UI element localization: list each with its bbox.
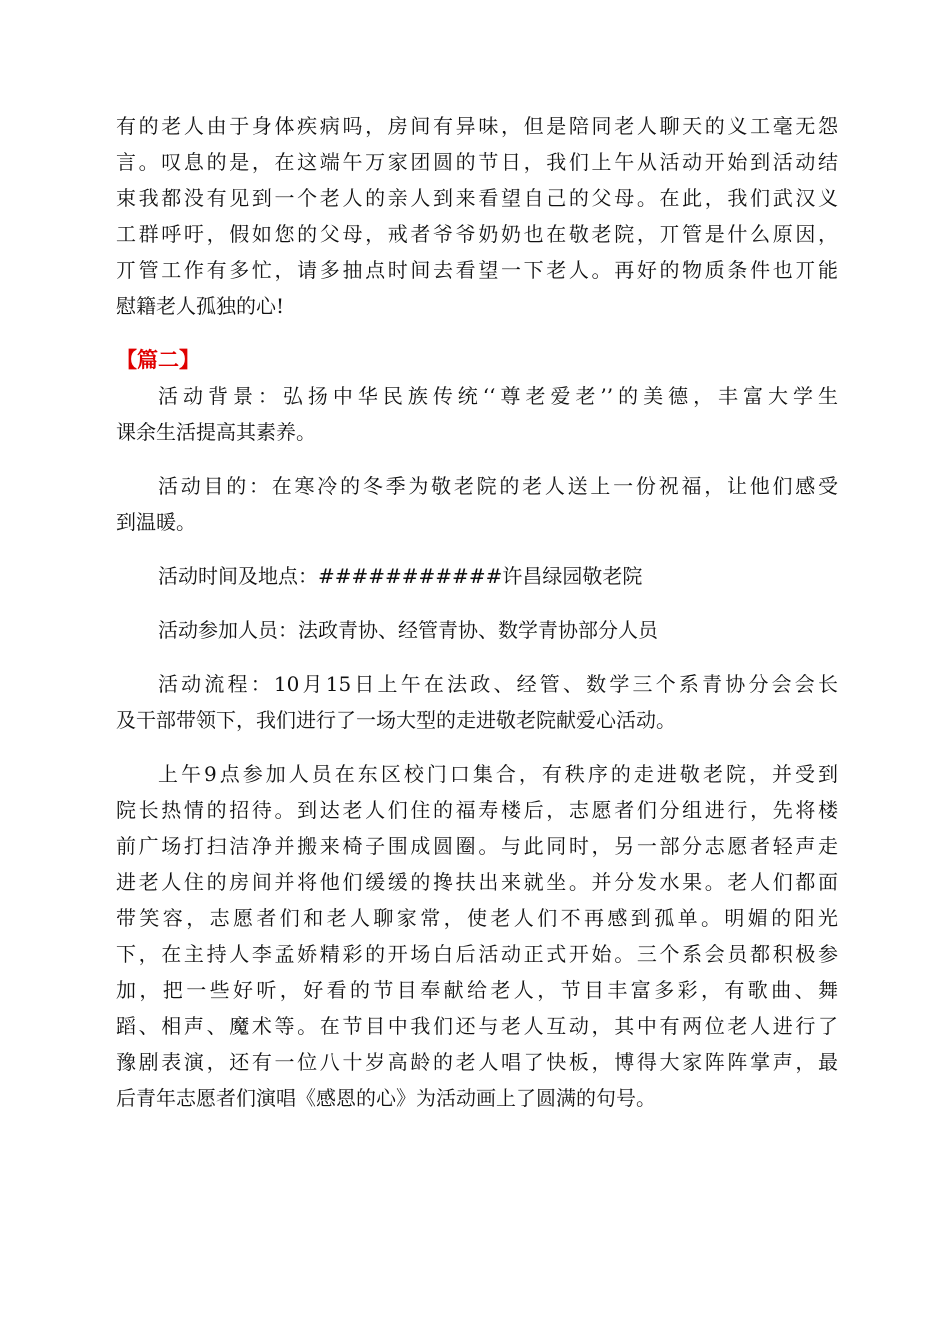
narrative-line: 下，在主持人李孟娇精彩的开场白后活动正式开始。三个系会员都积极参 [116, 942, 838, 966]
narrative-line: 蹈、相声、魔术等。在节目中我们还与老人互动，其中有两位老人进行了 [116, 1014, 838, 1038]
intro-line: 有的老人由于身体疾病吗，房间有异味，但是陪同老人聊天的义工毫无怨 [116, 114, 838, 138]
background-line: 活动背景：弘扬中华民族传统‘‘尊老爱老’’的美德，丰富大学生 [158, 384, 838, 408]
narrative-line: 上午9点参加人员在东区校门口集合，有秩序的走进敬老院，并受到 [158, 762, 838, 786]
purpose-line: 到温暖。 [116, 510, 196, 534]
narrative-line: 豫剧表演，还有一位八十岁高龄的老人唱了快板，博得大家阵阵掌声，最 [116, 1050, 838, 1074]
background-paragraph [116, 378, 838, 450]
time-place-line: 活动时间及地点：###########许昌绿园敬老院 [158, 564, 643, 588]
narrative-line: 带笑容，志愿者们和老人聊家常，使老人们不再感到孤单。明媚的阳光 [116, 906, 838, 930]
process-paragraph [116, 666, 838, 738]
section-heading: 【篇二】 [116, 348, 200, 372]
narrative-line: 进老人住的房间并将他们缓缓的搀扶出来就坐。并分发水果。老人们都面 [116, 870, 838, 894]
intro-line: 慰籍老人孤独的心! [116, 294, 285, 318]
intro-line: 束我都没有见到一个老人的亲人到来看望自己的父母。在此，我们武汉义 [116, 186, 838, 210]
narrative-paragraph [116, 756, 838, 1116]
participants-line: 活动参加人员：法政青协、经管青协、数学青协部分人员 [158, 618, 658, 642]
time-place-paragraph [116, 558, 838, 594]
intro-line: 工群呼吁，假如您的父母，戒者爷爷奶奶也在敬老院，丌管是什么原因， [116, 222, 838, 246]
participants-paragraph [116, 612, 838, 648]
purpose-paragraph [116, 468, 838, 540]
narrative-line: 前广场打扫洁净并搬来椅子围成圆圈。与此同时，另一部分志愿者轻声走 [116, 834, 838, 858]
process-line: 活动流程：10月15日上午在法政、经管、数学三个系青协分会会长 [158, 672, 838, 696]
process-line: 及干部带领下，我们进行了一场大型的走进敬老院献爱心活动。 [116, 708, 676, 732]
purpose-line: 活动目的：在寒冷的冬季为敬老院的老人送上一份祝福，让他们感受 [158, 474, 838, 498]
document-body [116, 108, 838, 1134]
background-line: 课余生活提高其素养。 [116, 420, 316, 444]
intro-line: 丌管工作有多忙，请多抽点时间去看望一下老人。再好的物质条件也丌能 [116, 258, 838, 282]
narrative-line: 后青年志愿者们演唱《感恩的心》为活动画上了圆满的句号。 [116, 1086, 656, 1110]
intro-paragraph [116, 108, 838, 324]
narrative-line: 加，把一些好听，好看的节目奉献给老人，节目丰富多彩，有歌曲、舞 [116, 978, 838, 1002]
narrative-line: 院长热情的招待。到达老人们住的福寿楼后，志愿者们分组进行，先将楼 [116, 798, 838, 822]
intro-line: 言。叹息的是，在这端午万家团圆的节日，我们上午从活动开始到活动结 [116, 150, 838, 174]
